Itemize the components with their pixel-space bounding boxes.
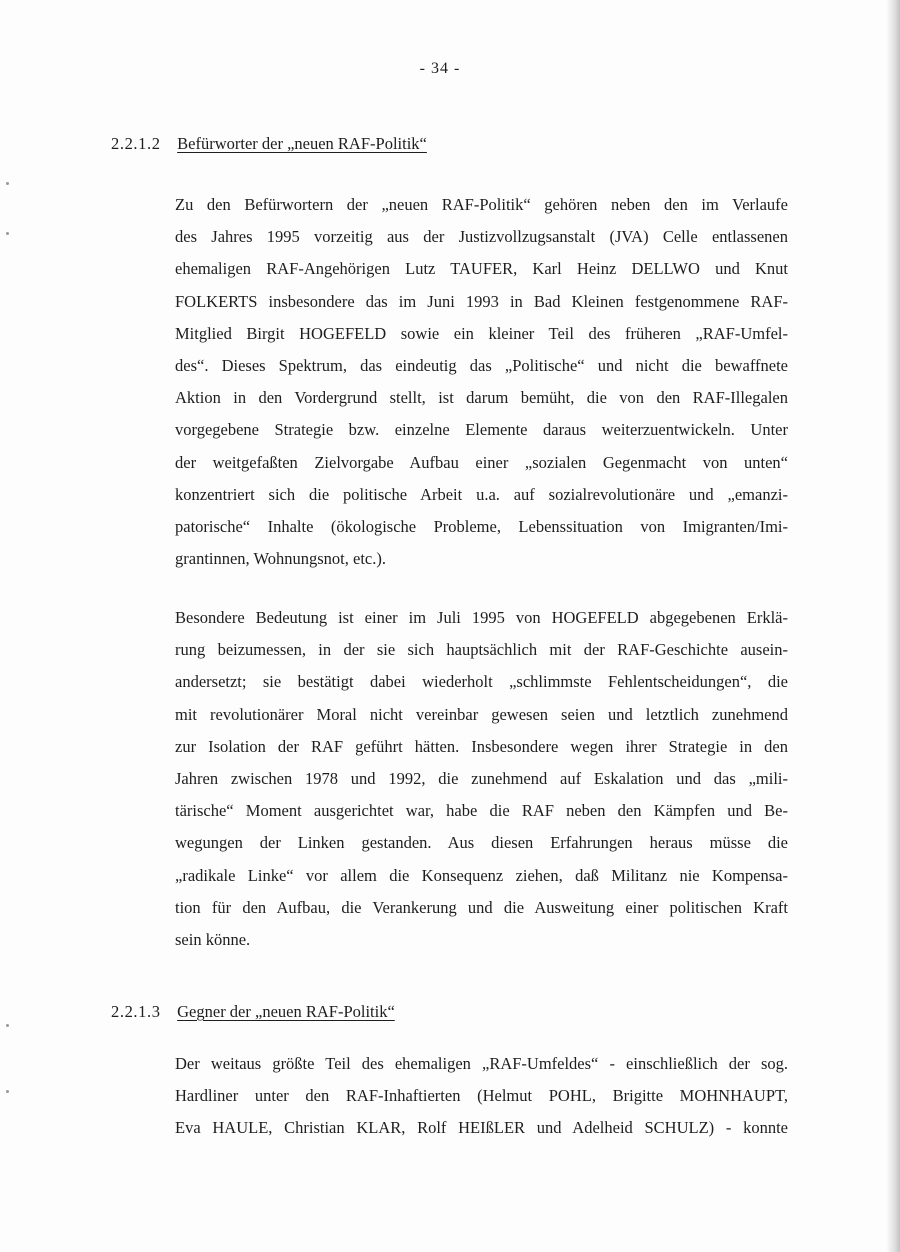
text-line: Eva HAULE, Christian KLAR, Rolf HEIßLER und Adelheid SCHULZ) - konnte <box>175 1118 788 1138</box>
text-line: konzentriert sich die politische Arbeit u.a. auf sozialrevolutionäre und „emanzi- <box>175 484 788 504</box>
text-line: patorische“ Inhalte (ökologische Probleme, Lebenssituation von Imigranten/Imi- <box>175 517 788 537</box>
text-line: der weitgefaßten Zielvorgabe Aufbau einer „sozialen Gegenmacht von unten“ <box>175 452 788 472</box>
text-line: rung beizumessen, in der sie sich hauptsächlich mit der RAF-Geschichte ausein- <box>175 640 788 660</box>
text-line: grantinnen, Wohnungsnot, etc.). <box>175 549 386 569</box>
scan-speck <box>6 1090 9 1093</box>
text-line: Der weitaus größte Teil des ehemaligen „RAF-Umfeldes“ - einschließlich der sog. <box>175 1054 788 1073</box>
section-heading-2-2-1-3 <box>111 1002 395 1022</box>
section-heading-2-2-1-2 <box>111 134 427 154</box>
text-line: Besondere Bedeutung ist einer im Juli 1995 von HOGEFELD abgegebenen Erklä- <box>175 608 788 627</box>
section-title: Gegner der „neuen RAF-Politik“ <box>177 1002 395 1021</box>
section-number: 2.2.1.3 <box>111 1002 161 1021</box>
scan-speck <box>6 1024 9 1027</box>
text-line: vorgegebene Strategie bzw. einzelne Elemente daraus weiterzuentwickeln. Unter <box>175 420 788 440</box>
text-line: des“. Dieses Spektrum, das eindeutig das „Politische“ und nicht die bewaffnete <box>175 356 788 376</box>
text-line: andersetzt; sie bestätigt dabei wiederholt „schlimmste Fehlentscheidungen“, die <box>175 672 788 692</box>
text-line: Hardliner unter den RAF-Inhaftierten (Helmut POHL, Brigitte MOHNHAUPT, <box>175 1086 788 1106</box>
text-line: mit revolutionärer Moral nicht vereinbar gewesen seien und letztlich zunehmend <box>175 704 788 724</box>
scan-speck <box>6 182 9 185</box>
section-number: 2.2.1.2 <box>111 134 161 153</box>
text-line: tärische“ Moment ausgerichtet war, habe die RAF neben den Kämpfen und Be- <box>175 801 788 821</box>
text-line: Mitglied Birgit HOGEFELD sowie ein kleiner Teil des früheren „RAF-Umfel- <box>175 323 788 343</box>
text-line: FOLKERTS insbesondere das im Juni 1993 in Bad Kleinen festgenommene RAF- <box>175 291 788 311</box>
text-line: Aktion in den Vordergrund stellt, ist darum bemüht, die von den RAF-Illegalen <box>175 388 788 408</box>
text-line: Jahren zwischen 1978 und 1992, die zunehmend auf Eskalation und das „mili- <box>175 769 788 789</box>
text-line: tion für den Aufbau, die Verankerung und die Ausweitung einer politischen Kraft <box>175 897 788 917</box>
text-line: des Jahres 1995 vorzeitig aus der Justizvollzugsanstalt (JVA) Celle entlassenen <box>175 227 788 247</box>
section-title: Befürworter der „neuen RAF-Politik“ <box>177 134 427 153</box>
text-line: „radikale Linke“ vor allem die Konsequenz ziehen, daß Militanz nie Kompensa- <box>175 865 788 885</box>
paragraph-gegner <box>175 1048 788 1145</box>
text-line: zur Isolation der RAF geführt hätten. Insbesondere wegen ihrer Strategie in den <box>175 736 788 756</box>
page-number: - 34 - <box>419 60 461 77</box>
text-line: Zu den Befürwortern der „neuen RAF-Politik“ gehören neben den im Verlaufe <box>175 195 788 214</box>
scan-speck <box>6 232 9 235</box>
text-line: wegungen der Linken gestanden. Aus diesen Erfahrungen heraus müsse die <box>175 833 788 853</box>
scan-edge-shadow <box>886 0 900 1252</box>
text-line: sein könne. <box>175 930 251 950</box>
text-line: ehemaligen RAF-Angehörigen Lutz TAUFER, Karl Heinz DELLWO und Knut <box>175 259 788 279</box>
paragraph-hogefeld-erklaerung <box>175 602 788 956</box>
paragraph-befuerworter <box>175 189 788 575</box>
